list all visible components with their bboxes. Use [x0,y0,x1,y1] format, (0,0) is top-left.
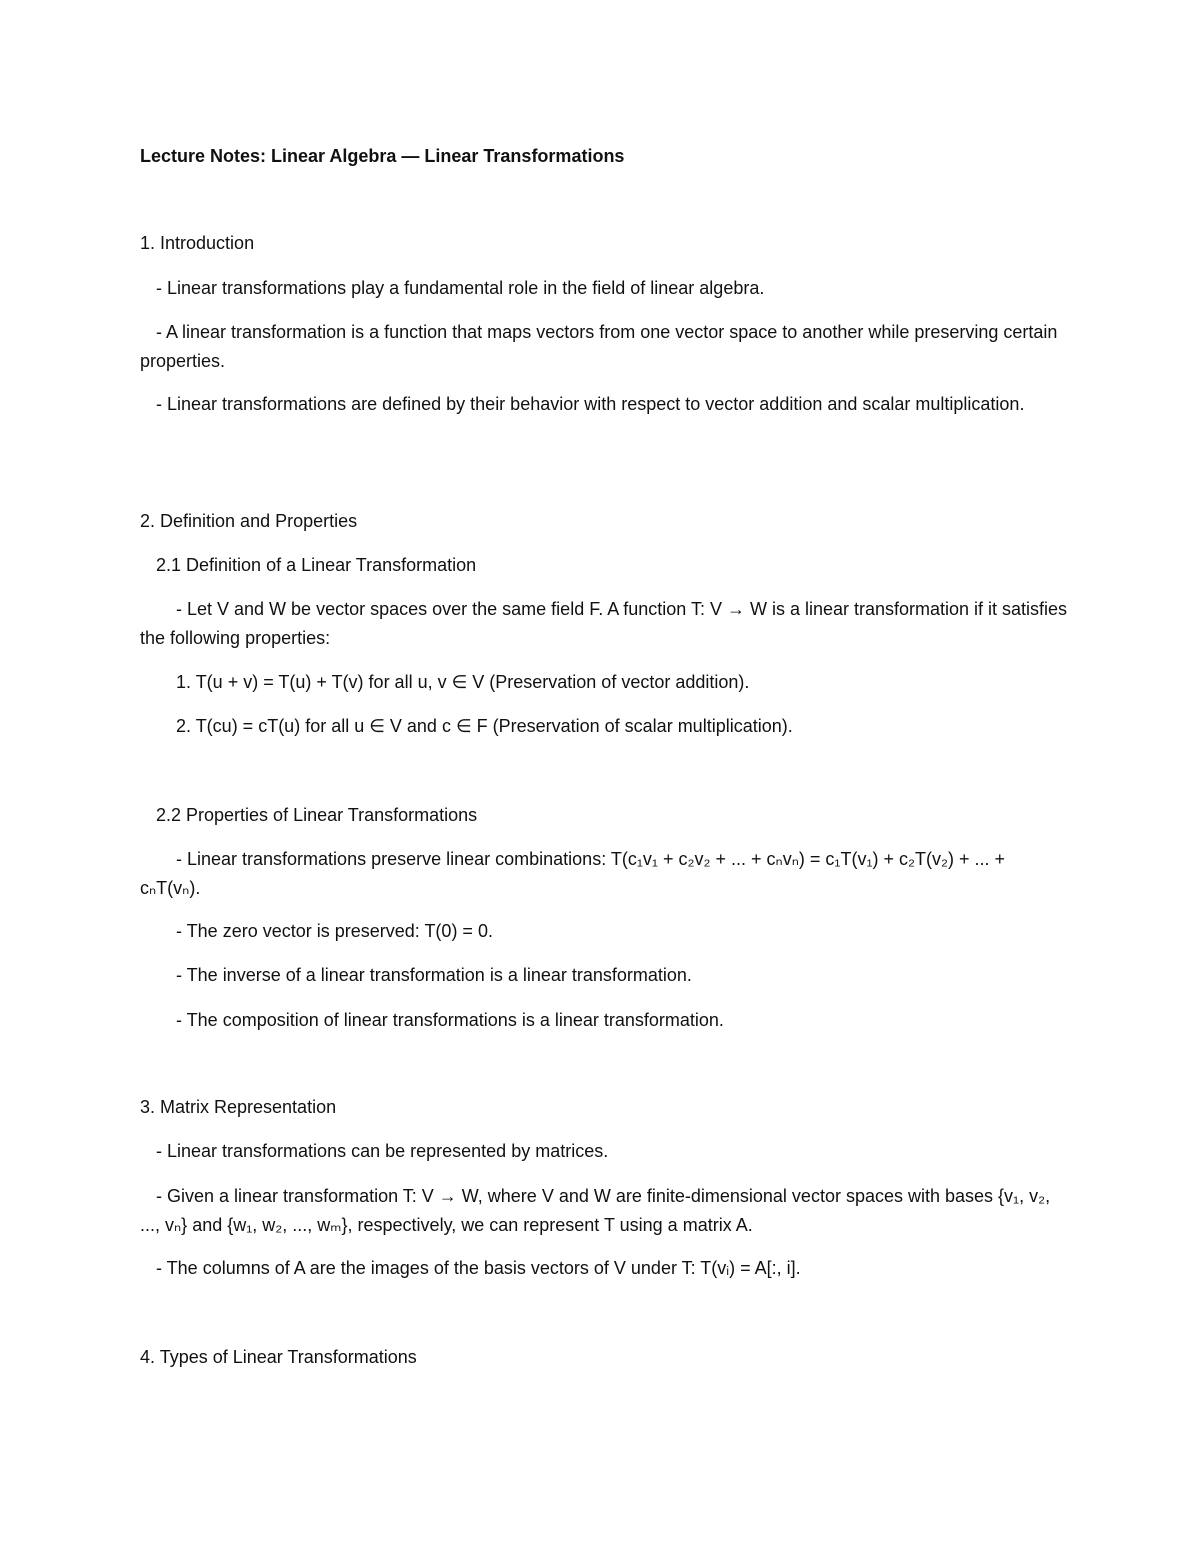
section-heading-types: 4. Types of Linear Transformations [140,1347,417,1367]
intro-paragraph-2: - A linear transformation is a function that maps vectors from one vector space to another while preserving certain properties. [140,322,1058,371]
section-heading-definition: 2. Definition and Properties [140,511,358,531]
intro-paragraph-1: - Linear transformations play a fundamental role in the field of linear algebra. [156,278,765,298]
subsection-heading-definition: 2.1 Definition of a Linear Transformation [156,555,477,575]
section-heading-matrix: 3. Matrix Representation [140,1097,337,1117]
properties-paragraph-2: - The zero vector is preserved: T(0) = 0. [176,921,493,941]
properties-paragraph-1: - Linear transformations preserve linear combinations: T(c₁v₁ + c₂v₂ + ... + cₙvₙ) = c₁T(v₁) + c₂T(v₂) + ... + cₙT(vₙ). [140,849,1006,898]
subsection-heading-properties: 2.2 Properties of Linear Transformations [156,805,478,825]
section-heading-introduction: 1. Introduction [140,233,255,253]
matrix-paragraph-1: - Linear transformations can be represented by matrices. [156,1141,609,1161]
matrix-paragraph-2: - Given a linear transformation T: V → W, where V and W are finite-dimensional vector spaces with bases {v₁, v₂, ..., vₙ} and {w₁, w₂, ..., wₘ}, respectively, we can represent T using a matrix A. [140,1186,1051,1235]
definition-item-1: 1. T(u + v) = T(u) + T(v) for all u, v ∈ V (Preservation of vector addition). [176,672,750,692]
intro-paragraph-3: - Linear transformations are defined by their behavior with respect to vector addition and scalar multiplication. [156,394,1025,414]
properties-paragraph-4: - The composition of linear transformations is a linear transformation. [176,1010,724,1030]
matrix-paragraph-3: - The columns of A are the images of the basis vectors of V under T: T(vᵢ) = A[:, i]. [156,1258,801,1278]
page-title: Lecture Notes: Linear Algebra — Linear Transformations [140,146,625,166]
definition-item-2: 2. T(cu) = cT(u) for all u ∈ V and c ∈ F (Preservation of scalar multiplication). [176,716,793,736]
properties-paragraph-3: - The inverse of a linear transformation is a linear transformation. [176,965,692,985]
definition-paragraph: - Let V and W be vector spaces over the same field F. A function T: V → W is a linear transformation if it satisfies the following properties: [140,599,1068,648]
